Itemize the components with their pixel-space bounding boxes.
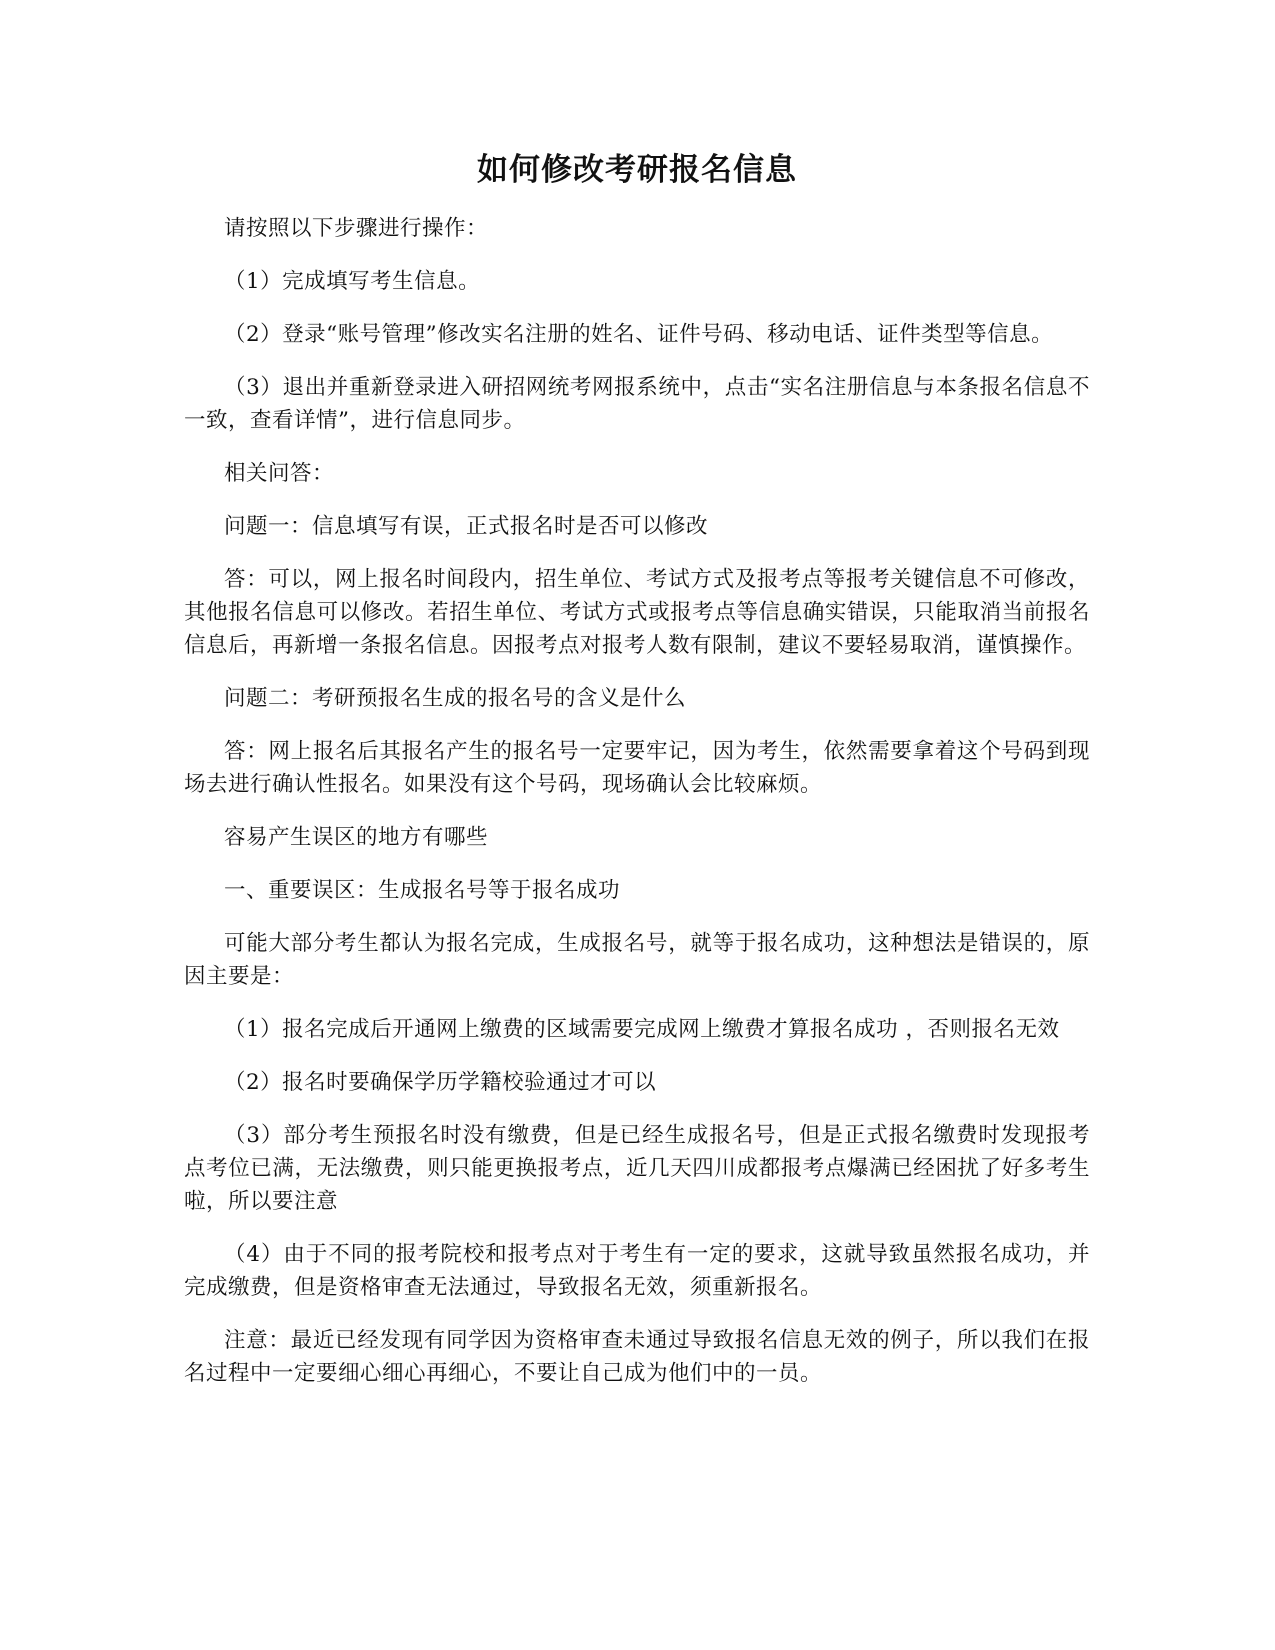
paragraph-question-1: 问题一：信息填写有误，正式报名时是否可以修改 [224, 514, 709, 539]
paragraph-misconception-explain: 可能大部分考生都认为报名完成，生成报名号，就等于报名成功，这种想法是错误的，原因主要是： [184, 931, 1090, 989]
paragraph-question-2: 问题二：考研预报名生成的报名号的含义是什么 [224, 686, 687, 711]
paragraph-reason-2: （2）报名时要确保学历学籍校验通过才可以 [224, 1070, 657, 1095]
paragraph-answer-2: 答：网上报名后其报名产生的报名号一定要牢记，因为考生，依然需要拿着这个号码到现场去进行确认性报名。如果没有这个号码，现场确认会比较麻烦。 [184, 739, 1090, 797]
document-body [184, 150, 1090, 1410]
paragraph-step-3: （3）退出并重新登录进入研招网统考网报系统中，点击“实名注册信息与本条报名信息不一致，查看详情”，进行信息同步。 [184, 375, 1090, 433]
document-title: 如何修改考研报名信息 [477, 152, 797, 188]
paragraph-step-2: （2）登录“账号管理”修改实名注册的姓名、证件号码、移动电话、证件类型等信息。 [224, 322, 1054, 347]
paragraph-reason-4: （4）由于不同的报考院校和报考点对于考生有一定的要求，这就导致虽然报名成功，并完成缴费，但是资格审查无法通过，导致报名无效，须重新报名。 [184, 1242, 1090, 1300]
paragraph-intro: 请按照以下步骤进行操作： [224, 216, 489, 241]
paragraph-misconceptions-heading: 容易产生误区的地方有哪些 [224, 825, 489, 850]
paragraph-reason-3: （3）部分考生预报名时没有缴费，但是已经生成报名号，但是正式报名缴费时发现报考点考位已满，无法缴费，则只能更换报考点，近几天四川成都报考点爆满已经困扰了好多考生啦，所以要注意 [184, 1123, 1090, 1214]
paragraph-misconception-1: 一、重要误区：生成报名号等于报名成功 [224, 878, 621, 903]
paragraph-answer-1: 答：可以，网上报名时间段内，招生单位、考试方式及报考点等报考关键信息不可修改，其他报名信息可以修改。若招生单位、考试方式或报考点等信息确实错误，只能取消当前报名信息后，再新增一条报名信息。因报考点对报考人数有限制，建议不要轻易取消，谨慎操作。 [184, 567, 1090, 658]
paragraph-note: 注意：最近已经发现有同学因为资格审查未通过导致报名信息无效的例子，所以我们在报名过程中一定要细心细心再细心，不要让自己成为他们中的一员。 [184, 1328, 1090, 1386]
paragraph-reason-1: （1）报名完成后开通网上缴费的区域需要完成网上缴费才算报名成功 ，否则报名无效 [224, 1017, 1060, 1042]
paragraph-related-qa: 相关问答： [224, 461, 335, 486]
paragraph-step-1: （1）完成填写考生信息。 [224, 269, 481, 294]
